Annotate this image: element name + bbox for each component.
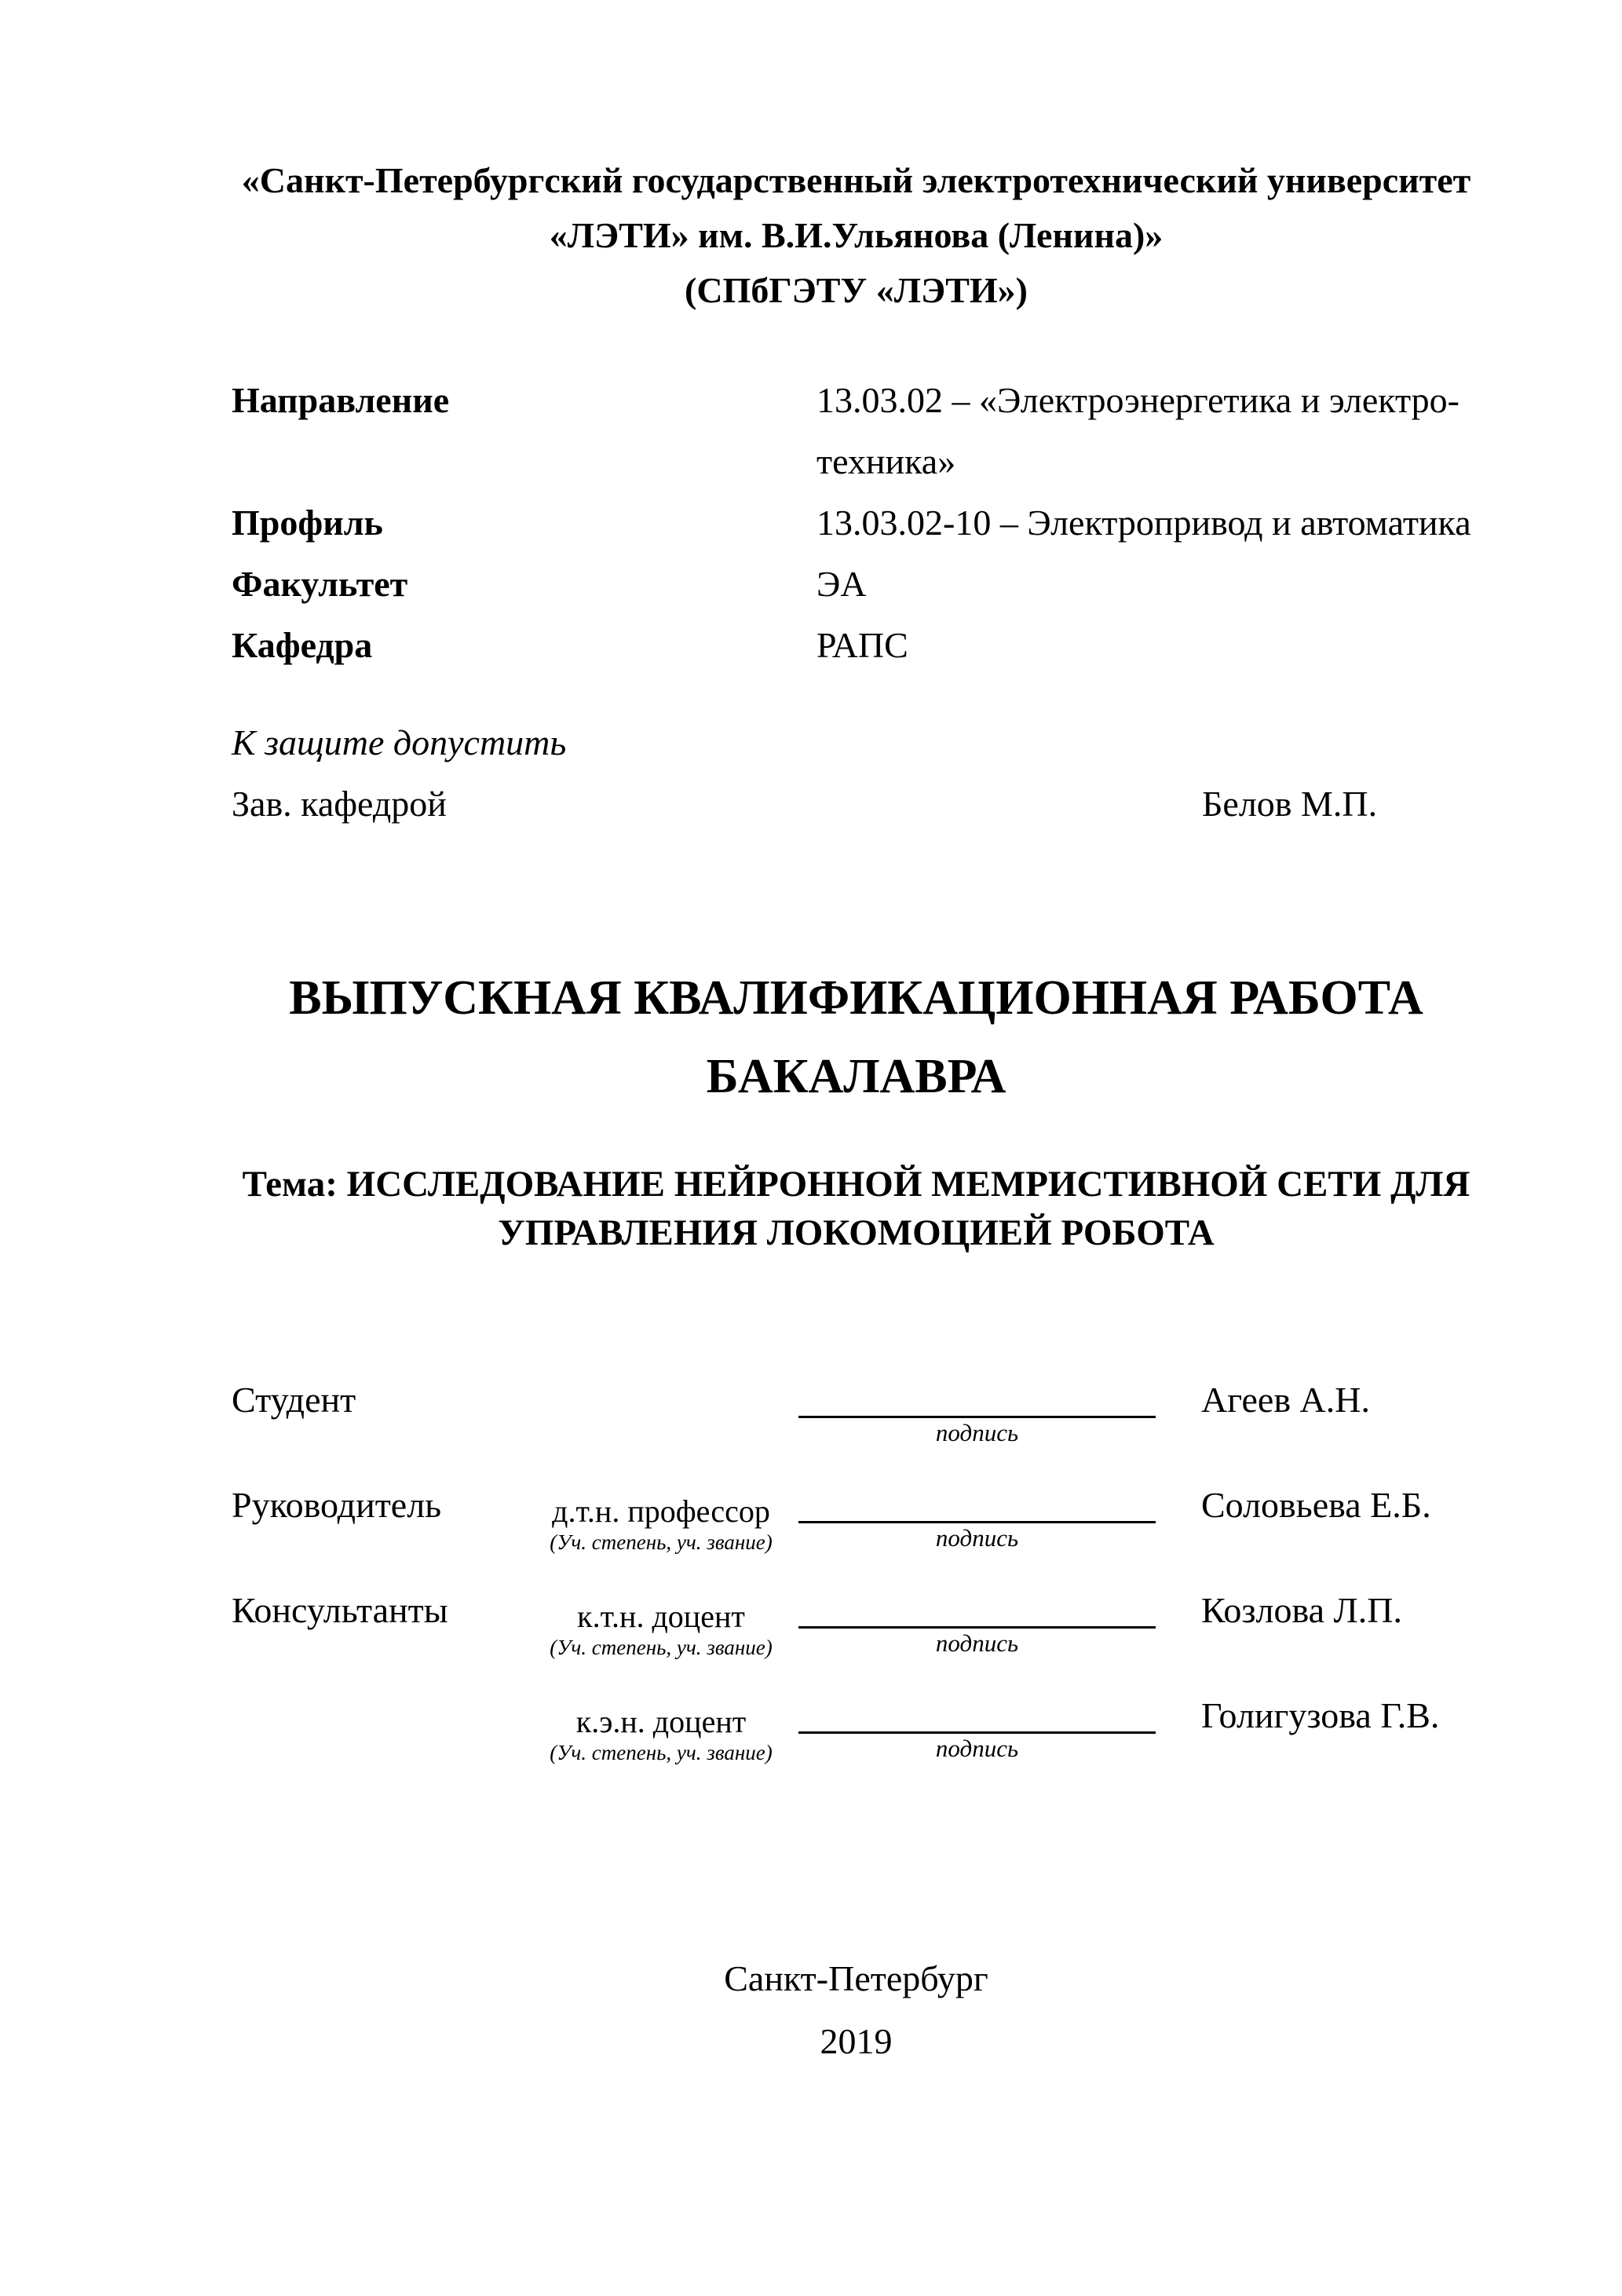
supervisor-name: Соловьева Е.Б.: [1201, 1485, 1431, 1525]
department-head-name: Белов М.П.: [1202, 784, 1378, 824]
direction-label: Направление: [232, 380, 450, 420]
consultant2-degree: к.э.н. доцент: [575, 1704, 747, 1739]
work-title-line2: БАКАЛАВРА: [706, 1050, 1006, 1103]
profile-label: Профиль: [232, 503, 383, 543]
consultant1-signature-caption: подпись: [935, 1629, 1019, 1657]
profile-value: 13.03.02-10 – Электропривод и автоматика: [816, 503, 1471, 543]
consultant1-signature-cell: [798, 1592, 1156, 1657]
university-name-line2: «ЛЭТИ» им. В.И.Ульянова (Ленина)»: [549, 215, 1164, 255]
supervisor-role-label: Руководитель: [232, 1485, 442, 1525]
supervisor-degree-cell: [524, 1486, 798, 1554]
signature-table: [232, 1381, 1481, 1764]
student-signature-line: [798, 1416, 1156, 1418]
consultant1-signature-line: [798, 1626, 1156, 1629]
student-degree-cell: [524, 1381, 798, 1394]
consultant2-degree-cell: [524, 1697, 798, 1764]
work-title-line1: ВЫПУСКНАЯ КВАЛИФИКАЦИОННАЯ РАБОТА: [289, 971, 1423, 1025]
field-row-faculty: [232, 554, 1481, 615]
consultant2-degree-note: (Уч. степень, уч. звание): [550, 1741, 773, 1764]
signature-row-student: [232, 1381, 1481, 1449]
consultant1-degree: к.т.н. доцент: [577, 1599, 745, 1634]
consultant2-signature-caption: подпись: [935, 1735, 1019, 1762]
topic-block: [232, 1160, 1481, 1257]
consultant2-name: Голигузова Г.В.: [1201, 1695, 1440, 1735]
consultant1-name: Козлова Л.П.: [1201, 1590, 1402, 1630]
field-row-department: [232, 615, 1481, 676]
faculty-value: ЭА: [816, 564, 867, 604]
supervisor-signature-line: [798, 1521, 1156, 1523]
signature-row-supervisor: [232, 1486, 1481, 1554]
supervisor-signature-caption: подпись: [935, 1524, 1019, 1552]
student-role-label: Студент: [232, 1380, 356, 1420]
student-signature-caption: подпись: [935, 1419, 1019, 1446]
consultant1-degree-cell: [524, 1592, 798, 1659]
field-row-direction: [232, 370, 1481, 492]
direction-value-line2: техника»: [816, 441, 956, 481]
admission-row: [232, 773, 1481, 835]
admission-block: [232, 712, 1481, 835]
program-fields: [232, 370, 1481, 676]
supervisor-degree-note: (Уч. степень, уч. звание): [550, 1530, 773, 1554]
supervisor-degree: д.т.н. профессор: [552, 1493, 770, 1529]
department-label: Кафедра: [232, 625, 373, 665]
faculty-label: Факультет: [232, 564, 408, 604]
direction-value: [816, 370, 1481, 492]
department-head-label: Зав. кафедрой: [232, 784, 447, 824]
consultants-role-label: Консультанты: [232, 1590, 448, 1630]
university-name-line1: «Санкт-Петербургский государственный электротехнический университет: [241, 160, 1471, 200]
page-content: [232, 0, 1481, 2073]
footer-year: 2019: [820, 2021, 893, 2061]
topic-line2: УПРАВЛЕНИЯ ЛОКОМОЦИЕЙ РОБОТА: [498, 1212, 1215, 1253]
university-header: [232, 153, 1481, 318]
consultant1-degree-note: (Уч. степень, уч. звание): [550, 1636, 773, 1659]
consultant2-signature-line: [798, 1731, 1156, 1734]
footer: [232, 1947, 1481, 2073]
university-abbreviation: (СПбГЭТУ «ЛЭТИ»): [685, 270, 1028, 310]
work-title: [232, 959, 1481, 1116]
field-row-profile: [232, 492, 1481, 554]
footer-city: Санкт-Петербург: [724, 1958, 988, 1998]
supervisor-signature-cell: [798, 1486, 1156, 1552]
topic-line1: Тема: ИССЛЕДОВАНИЕ НЕЙРОННОЙ МЕМРИСТИВНОЙ СЕТИ ДЛЯ: [242, 1164, 1470, 1205]
signature-row-consultant-1: [232, 1592, 1481, 1659]
signature-row-consultant-2: [232, 1697, 1481, 1764]
admission-note: К защите допустить: [232, 722, 567, 762]
consultant2-signature-cell: [798, 1697, 1156, 1762]
department-value: РАПС: [816, 625, 908, 665]
student-name: Агеев А.Н.: [1201, 1380, 1370, 1420]
direction-value-line1: 13.03.02 – «Электроэнергетика и электро-: [816, 380, 1459, 420]
student-signature-cell: [798, 1381, 1156, 1446]
